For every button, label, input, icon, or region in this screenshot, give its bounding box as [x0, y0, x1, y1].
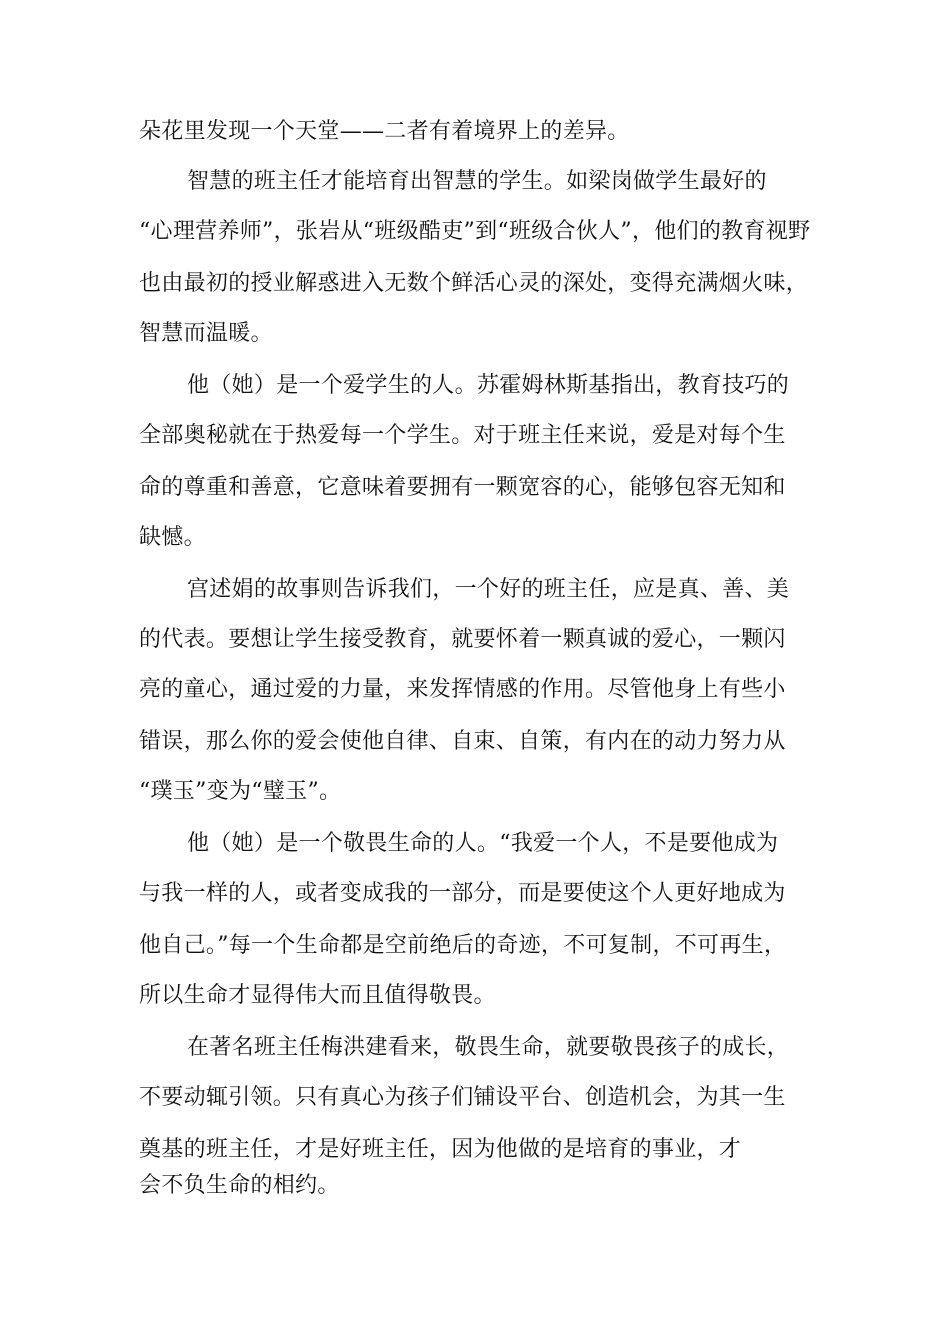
text-line: 他自己。”每一个生命都是空前绝后的奇迹，不可复制，不可再生， — [139, 933, 787, 958]
text-line: “心理营养师”，张岩从“班级酷吏”到“班级合伙人”，他们的教育视野 — [139, 219, 811, 244]
text-line: “璞玉”变为“璧玉”。 — [139, 779, 342, 804]
paragraph-start-line: 智慧的班主任才能培育出智慧的学生。如梁岗做学生最好的 — [187, 169, 767, 194]
paragraph-start-line: 他（她）是一个爱学生的人。苏霍姆林斯基指出，教育技巧的 — [187, 373, 790, 398]
text-line: 所以生命才显得伟大而且值得敬畏。 — [139, 983, 496, 1008]
text-line: 全部奥秘就在于热爱每一个学生。对于班主任来说，爱是对每个生 — [139, 423, 786, 448]
text-line: 奠基的班主任，才是好班主任，因为他做的是培育的事业，才 — [139, 1137, 742, 1162]
paragraph-start-line: 在著名班主任梅洪建看来，敬畏生命，就要敬畏孩子的成长， — [187, 1035, 790, 1060]
text-line: 亮的童心，通过爱的力量，来发挥情感的作用。尽管他身上有些小 — [139, 677, 786, 702]
text-line: 缺憾。 — [139, 525, 206, 550]
text-line: 朵花里发现一个天堂——二者有着境界上的差异。 — [139, 119, 630, 144]
paragraph-start-line: 他（她）是一个敬畏生命的人。“我爱一个人，不是要他成为 — [187, 831, 779, 856]
text-line: 也由最初的授业解惑进入无数个鲜活心灵的深处，变得充满烟火味， — [139, 271, 809, 296]
text-line: 智慧而温暖。 — [139, 321, 273, 346]
paragraph-start-line: 宫述娟的故事则告诉我们，一个好的班主任，应是真、善、美 — [187, 577, 790, 602]
text-line: 会不负生命的相约。 — [139, 1173, 340, 1198]
text-line: 错误，那么你的爱会使他自律、自束、自策，有内在的动力努力从 — [139, 729, 786, 754]
text-line: 与我一样的人，或者变成我的一部分，而是要使这个人更好地成为 — [139, 881, 786, 906]
text-line: 命的尊重和善意，它意味着要拥有一颗宽容的心，能够包容无知和 — [139, 475, 786, 500]
text-line: 的代表。要想让学生接受教育，就要怀着一颗真诚的爱心，一颗闪 — [139, 627, 786, 652]
text-line: 不要动辄引领。只有真心为孩子们铺设平台、创造机会，为其一生 — [139, 1085, 786, 1110]
